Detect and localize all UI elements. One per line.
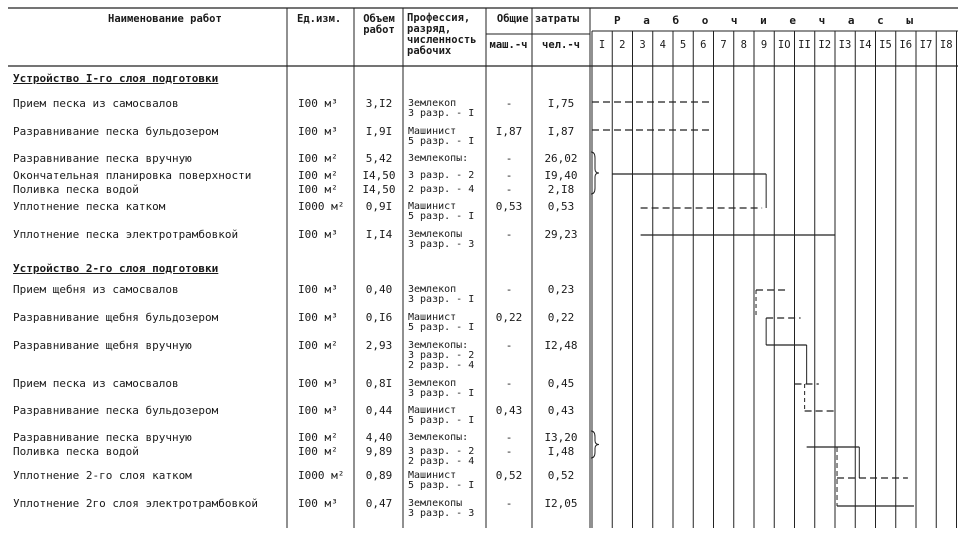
chel-cell: 0,23 <box>547 283 575 296</box>
work-name: Разравнивание песка бульдозером <box>13 125 219 138</box>
hour-label: I7 <box>919 39 933 51</box>
chel-cell: I,48 <box>547 445 575 458</box>
chel-cell: 0,43 <box>547 404 575 417</box>
volume-cell: 2,93 <box>365 339 393 352</box>
hour-label: I2 <box>818 39 832 51</box>
header-volume-1: Объем <box>363 13 395 25</box>
chel-cell: I9,40 <box>544 169 578 182</box>
volume-cell: 0,9I <box>365 200 393 213</box>
volume-cell: 0,47 <box>365 497 393 510</box>
header-profession-4: рабочих <box>407 45 452 57</box>
unit-cell: I00 м³ <box>298 283 338 296</box>
volume-cell: I4,50 <box>362 183 396 196</box>
chel-cell: I2,05 <box>544 497 578 510</box>
hour-label: 3 <box>639 39 646 51</box>
hour-label: 6 <box>700 39 707 51</box>
work-name: Поливка песка водой <box>13 183 139 196</box>
volume-cell: 3,I2 <box>365 97 393 110</box>
header-profession-2: разряд, <box>407 23 452 35</box>
unit-cell: I000 м² <box>298 200 345 213</box>
mash-cell: 0,52 <box>495 469 523 482</box>
mash-cell: - <box>505 183 513 196</box>
hour-label: 7 <box>720 39 727 51</box>
chel-cell: I2,48 <box>544 339 578 352</box>
profession-cell: Землекопы <box>408 498 463 509</box>
volume-cell: I,I4 <box>365 228 393 241</box>
mash-cell: - <box>505 169 513 182</box>
unit-cell: I000 м² <box>298 469 345 482</box>
mash-cell: - <box>505 228 513 241</box>
header-chel: чел.-ч <box>542 39 580 51</box>
volume-cell: 0,8I <box>365 377 393 390</box>
header-mash: маш.-ч <box>489 39 528 51</box>
unit-cell: I00 м² <box>298 431 338 444</box>
profession-cell: Машинист <box>408 312 457 323</box>
work-name: Прием песка из самосвалов <box>13 377 179 390</box>
hour-label: 4 <box>659 39 666 51</box>
hour-label: I3 <box>838 39 852 51</box>
profession-cell: Землекоп <box>408 98 457 109</box>
work-name: Уплотнение песка электротрамбовкой <box>13 228 239 241</box>
profession-cell: Землекопы <box>408 229 463 240</box>
chel-cell: I,75 <box>547 97 575 110</box>
profession-cell: 3 разр. - I <box>408 108 475 119</box>
work-name: Уплотнение 2го слоя электротрамбовкой <box>13 497 259 510</box>
volume-cell: I,9I <box>365 125 393 138</box>
unit-cell: I00 м³ <box>298 404 338 417</box>
header-hours-title: Р а б о ч и е ч а с ы <box>613 14 922 27</box>
header-work-name: Наименование работ <box>108 13 222 25</box>
hour-label: I5 <box>879 39 892 51</box>
mash-cell: - <box>505 152 513 165</box>
profession-cell: 5 разр. - I <box>408 322 475 333</box>
header-unit: Ед.изм. <box>297 13 342 25</box>
profession-cell: Машинист <box>408 405 457 416</box>
unit-cell: I00 м² <box>298 339 338 352</box>
mash-cell: - <box>505 377 513 390</box>
profession-cell: Землекоп <box>408 284 457 295</box>
unit-cell: I00 м³ <box>298 97 338 110</box>
chel-cell: I,87 <box>547 125 575 138</box>
header-costs: Общие затраты <box>496 13 580 25</box>
header-profession-1: Профессия, <box>407 12 471 24</box>
work-name: Окончательная планировка поверхности <box>13 169 252 182</box>
unit-cell: I00 м³ <box>298 228 338 241</box>
unit-cell: I00 м³ <box>298 377 338 390</box>
profession-cell: 2 разр. - 4 <box>408 456 475 467</box>
chel-cell: 0,22 <box>547 311 575 324</box>
mash-cell: - <box>505 445 513 458</box>
mash-cell: 0,22 <box>495 311 523 324</box>
volume-cell: 0,89 <box>365 469 393 482</box>
profession-cell: 3 разр. - 2 <box>408 350 475 361</box>
mash-cell: - <box>505 431 513 444</box>
unit-cell: I00 м² <box>298 183 338 196</box>
profession-cell: 3 разр. - 2 <box>408 446 475 457</box>
profession-cell: Землекопы: <box>408 153 469 164</box>
profession-cell: Землекоп <box>408 378 457 389</box>
work-name: Поливка песка водой <box>13 445 139 458</box>
hour-label: 2 <box>619 39 626 51</box>
header-profession-3: численность <box>407 34 477 46</box>
chel-cell: 29,23 <box>544 228 578 241</box>
mash-cell: - <box>505 497 513 510</box>
work-name: Уплотнение песка катком <box>13 200 166 213</box>
work-name: Уплотнение 2-го слоя катком <box>13 469 192 482</box>
volume-cell: 5,42 <box>365 152 393 165</box>
profession-cell: Машинист <box>408 470 457 481</box>
chel-cell: 26,02 <box>544 152 578 165</box>
volume-cell: 4,40 <box>365 431 393 444</box>
profession-cell: 3 разр. - I <box>408 294 475 305</box>
work-name: Прием щебня из самосвалов <box>13 283 179 296</box>
profession-cell: 2 разр. - 4 <box>408 360 475 371</box>
profession-cell: 5 разр. - I <box>408 211 475 222</box>
hour-label: 8 <box>740 39 747 51</box>
volume-cell: 0,40 <box>365 283 393 296</box>
work-name: Прием песка из самосвалов <box>13 97 179 110</box>
header-volume-2: работ <box>363 24 395 36</box>
mash-cell: I,87 <box>495 125 523 138</box>
chel-cell: 2,I8 <box>547 183 575 196</box>
profession-cell: 3 разр. - 3 <box>408 239 475 250</box>
profession-cell: Машинист <box>408 126 457 137</box>
profession-cell: 5 разр. - I <box>408 415 475 426</box>
unit-cell: I00 м³ <box>298 311 338 324</box>
volume-cell: 0,I6 <box>365 311 393 324</box>
profession-cell: 3 разр. - 3 <box>408 508 475 519</box>
volume-cell: 0,44 <box>365 404 393 417</box>
mash-cell: - <box>505 283 513 296</box>
work-name: Разравнивание щебня вручную <box>13 339 192 352</box>
chel-cell: 0,45 <box>547 377 575 390</box>
volume-cell: I4,50 <box>362 169 396 182</box>
unit-cell: I00 м² <box>298 445 338 458</box>
chel-cell: 0,52 <box>547 469 575 482</box>
section-title: Устройство 2-го слоя подготовки <box>13 262 219 275</box>
hour-label: 9 <box>760 39 768 51</box>
chel-cell: I3,20 <box>544 431 578 444</box>
chel-cell: 0,53 <box>547 200 575 213</box>
unit-cell: I00 м² <box>298 152 338 165</box>
hour-label: IO <box>777 39 791 51</box>
mash-cell: 0,53 <box>495 200 523 213</box>
profession-cell: 3 разр. - I <box>408 388 475 399</box>
hour-label: 5 <box>679 39 687 51</box>
profession-cell: 5 разр. - I <box>408 480 475 491</box>
hour-label: II <box>798 39 811 51</box>
hour-label: I <box>598 39 606 51</box>
work-name: Разравнивание щебня бульдозером <box>13 311 219 324</box>
hour-label: I4 <box>858 39 872 51</box>
hour-label: I8 <box>939 39 953 51</box>
mash-cell: - <box>505 339 513 352</box>
volume-cell: 9,89 <box>365 445 393 458</box>
section-title: Устройство I-го слоя подготовки <box>13 72 219 85</box>
profession-cell: Землекопы: <box>408 432 469 443</box>
mash-cell: 0,43 <box>495 404 523 417</box>
profession-cell: Землекопы: <box>408 340 469 351</box>
profession-cell: 5 разр. - I <box>408 136 475 147</box>
work-name: Разравнивание песка бульдозером <box>13 404 219 417</box>
profession-cell: 3 разр. - 2 <box>408 170 475 181</box>
hour-label: I6 <box>899 39 913 51</box>
profession-cell: 2 разр. - 4 <box>408 184 475 195</box>
unit-cell: I00 м³ <box>298 497 338 510</box>
unit-cell: I00 м² <box>298 169 338 182</box>
mash-cell: - <box>505 97 513 110</box>
profession-cell: Машинист <box>408 201 457 212</box>
unit-cell: I00 м³ <box>298 125 338 138</box>
work-name: Разравнивание песка вручную <box>13 152 192 165</box>
work-name: Разравнивание песка вручную <box>13 431 192 444</box>
